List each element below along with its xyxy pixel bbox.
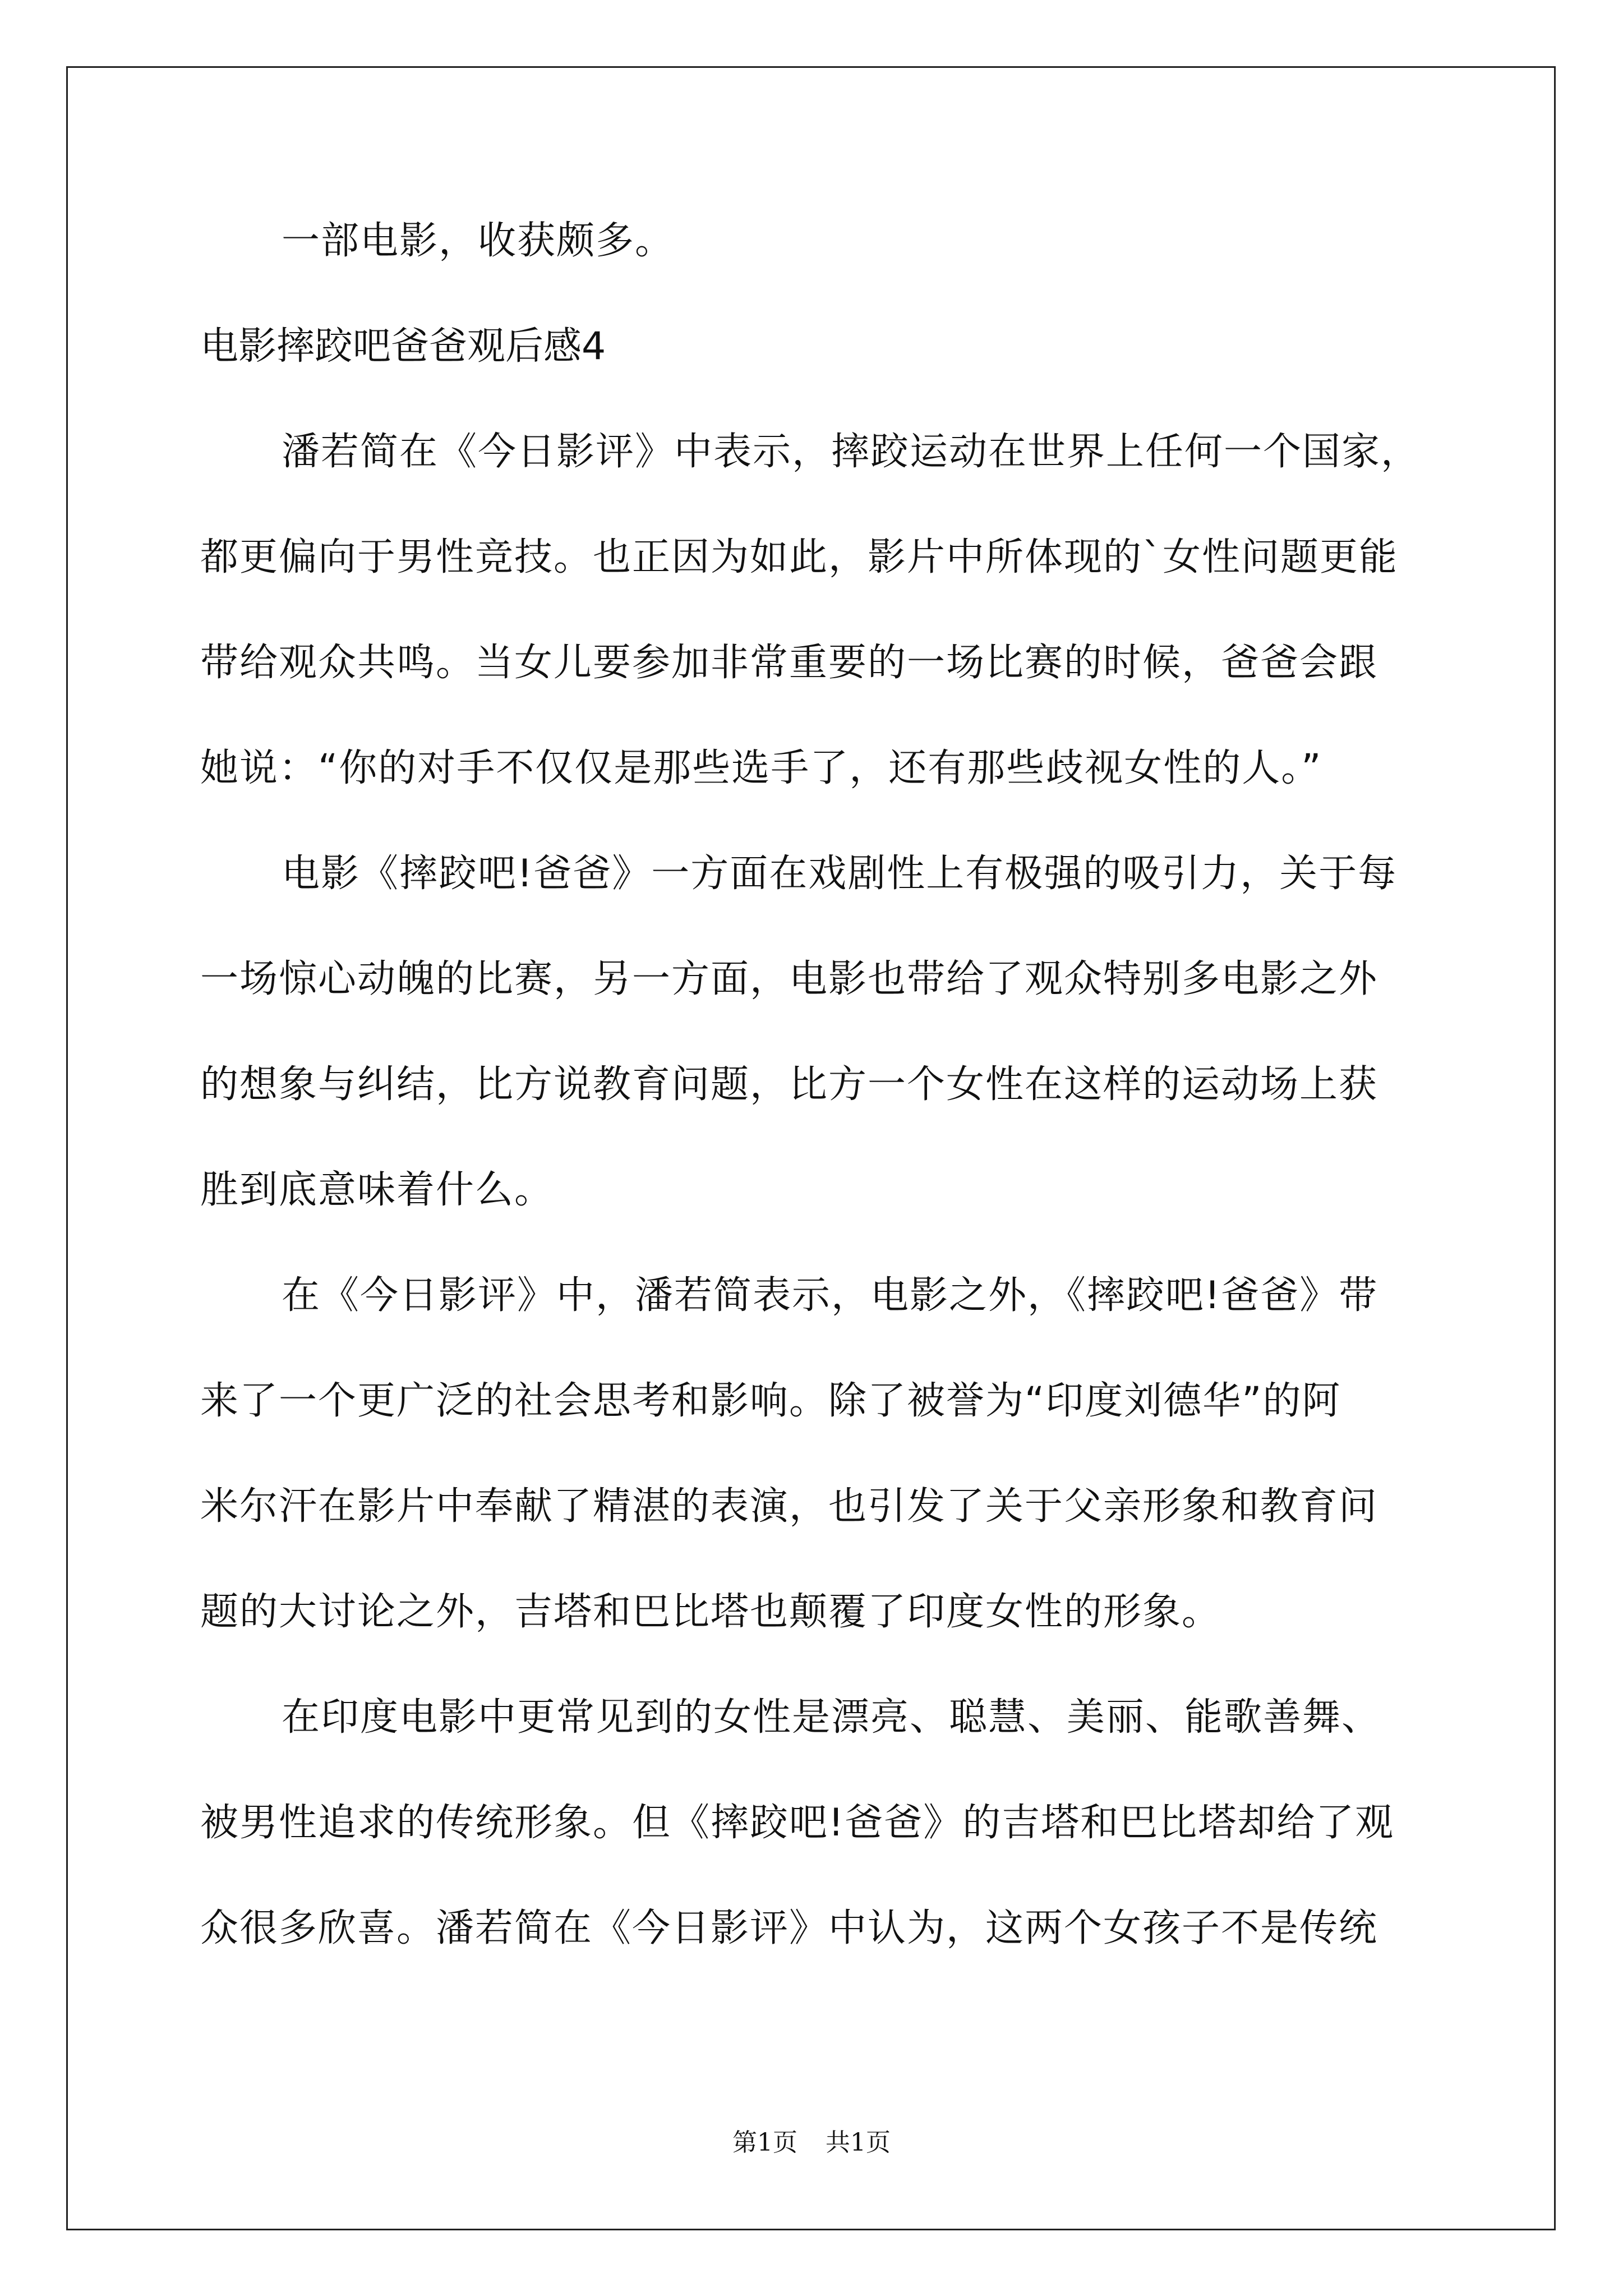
page-total: 共1页 [826,2128,891,2157]
paragraph-line: 众很多欣喜。潘若简在《今日影评》中认为，这两个女孩子不是传统 [200,1906,1378,1950]
paragraph-line: 一部电影，收获颇多。 [282,219,675,263]
page-footer [0,2126,1623,2160]
document-body [200,213,1434,2006]
paragraph-line: 在印度电影中更常见到的女性是漂亮、聪慧、美丽、能歌善舞、 [282,1695,1381,1740]
paragraph-line: 一场惊心动魄的比赛，另一方面，电影也带给了观众特别多电影之外 [200,957,1378,1001]
paragraph-line: 题的大讨论之外，吉塔和巴比塔也颠覆了印度女性的形象。 [200,1590,1221,1634]
paragraph-line: 的想象与纠结，比方说教育问题，比方一个女性在这样的运动场上获 [200,1062,1378,1107]
paragraph-line: 电影《摔跤吧!爸爸》一方面在戏剧性上有极强的吸引力，关于每 [282,852,1398,896]
paragraph-line: 潘若简在《今日影评》中表示，摔跤运动在世界上任何一个国家， [282,430,1421,474]
paragraph-line: 她说：“你的对手不仅仅是那些选手了，还有那些歧视女性的人。” [200,746,1322,790]
paragraph-line: 被男性追求的传统形象。但《摔跤吧!爸爸》的吉塔和巴比塔却给了观 [200,1801,1395,1845]
paragraph-line: 胜到底意味着什么。 [200,1168,554,1212]
paragraph-line: 在《今日影评》中，潘若简表示，电影之外，《摔跤吧!爸爸》带 [282,1273,1378,1318]
paragraph-line: 来了一个更广泛的社会思考和影响。除了被誉为“印度刘德华”的阿 [200,1379,1341,1423]
paragraph-line: 都更偏向于男性竞技。也正因为如此，影片中所体现的`女性问题更能 [200,535,1399,579]
page-number: 第1页 [732,2128,797,2157]
paragraph-line: 带给观众共鸣。当女儿要参加非常重要的一场比赛的时候，爸爸会跟 [200,641,1378,685]
section-heading: 电影摔跤吧爸爸观后感4 [200,324,606,369]
paragraph-line: 米尔汗在影片中奉献了精湛的表演，也引发了关于父亲形象和教育问 [200,1484,1378,1529]
